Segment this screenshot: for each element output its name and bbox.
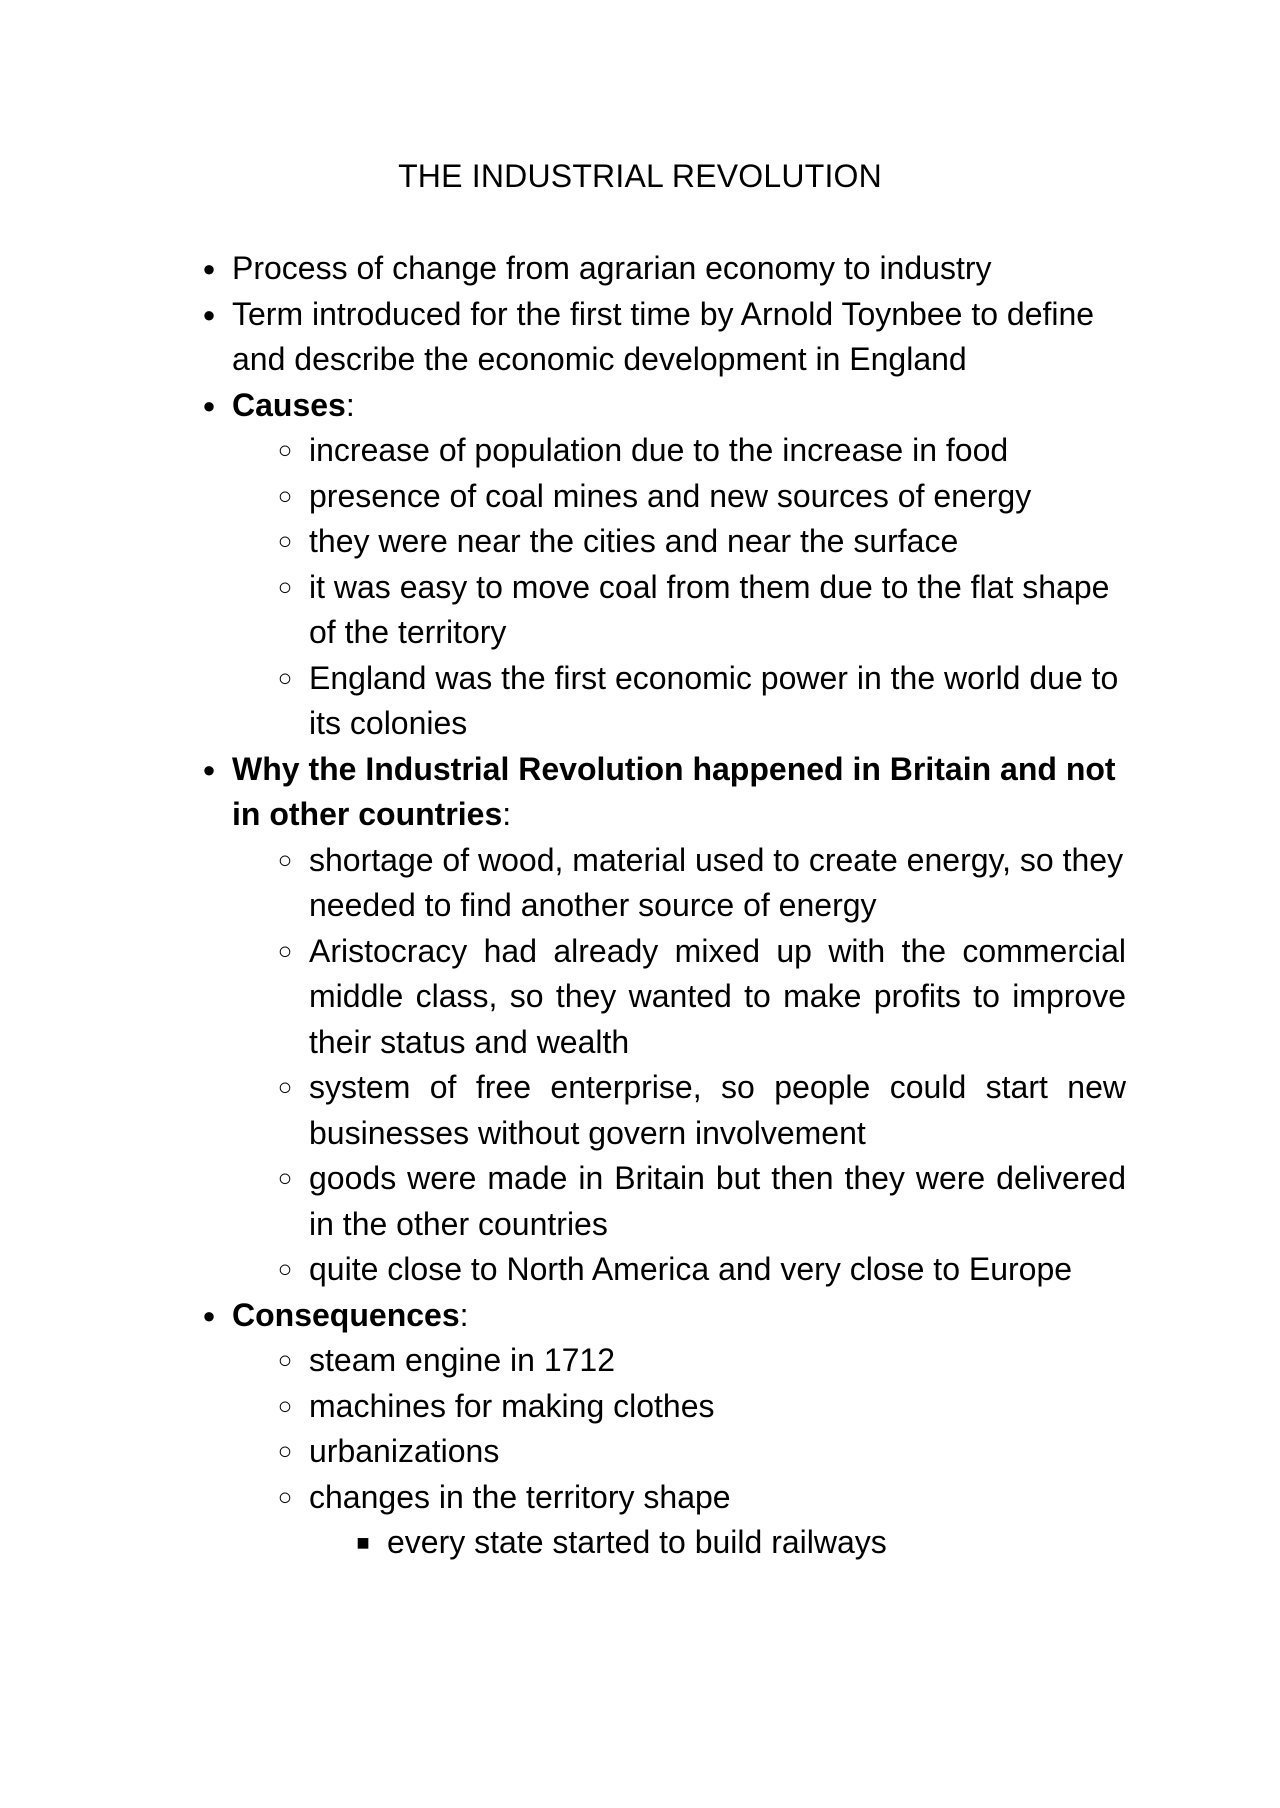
- page-title: THE INDUSTRIAL REVOLUTION: [398, 158, 882, 194]
- square-bullet-icon: ■: [356, 1530, 370, 1555]
- item-text: urbanizations: [309, 1433, 500, 1469]
- circle-bullet-icon: ○: [277, 528, 293, 555]
- item-text: every state started to build railways: [387, 1524, 887, 1560]
- circle-bullet-icon: ○: [277, 1438, 293, 1465]
- circle-bullet-icon: ○: [277, 1074, 293, 1101]
- item-text: machines for making clothes: [309, 1387, 715, 1424]
- list-item: [277, 474, 1126, 520]
- circle-bullet-icon: ○: [277, 482, 293, 510]
- item-text: it was easy to move coal from them due to the flat shape of the territory: [309, 568, 1110, 650]
- list-item: [277, 1338, 1126, 1384]
- list-item: [277, 565, 1126, 656]
- outline-list: [0, 246, 1280, 1566]
- list-item: [277, 838, 1126, 929]
- causes-heading-item: [202, 383, 1126, 429]
- list-item: [202, 246, 1126, 292]
- list-item: [356, 1520, 987, 1566]
- list-item: [277, 1156, 1126, 1247]
- circle-bullet-icon: ○: [277, 846, 293, 874]
- list-item: [277, 428, 1126, 474]
- bullet-icon: ●: [202, 392, 216, 418]
- circle-bullet-icon: ○: [277, 573, 293, 601]
- list-item: [277, 1475, 1126, 1521]
- item-text: Term introduced for the first time by Arnold Toynbee to define and describe the economic development in England: [232, 295, 1095, 377]
- circle-bullet-icon: ○: [277, 1483, 293, 1511]
- causes-heading: Causes: [232, 386, 346, 423]
- item-text: steam engine in 1712: [309, 1342, 615, 1378]
- bullet-icon: ●: [202, 1302, 216, 1328]
- item-text: quite close to North America and very close to Europe: [309, 1251, 1073, 1287]
- item-text: they were near the cities and near the surface: [309, 523, 959, 559]
- item-text: increase of population due to the increase in food: [309, 432, 1009, 468]
- heading-colon: :: [345, 386, 355, 423]
- item-text: presence of coal mines and new sources of energy: [309, 477, 1032, 514]
- bullet-icon: ●: [202, 256, 216, 281]
- item-text: shortage of wood, material used to create energy, so they needed to find another source of energy: [309, 841, 1124, 923]
- list-item: [277, 929, 1126, 1066]
- list-item: [277, 1384, 1126, 1430]
- list-item: [277, 1065, 1126, 1156]
- circle-bullet-icon: ○: [277, 1165, 293, 1192]
- consequences-heading: Consequences: [232, 1296, 460, 1333]
- why-heading: Why the Industrial Revolution happened in Britain and not in other countries: [232, 750, 1116, 832]
- consequences-heading-item: [202, 1293, 1126, 1339]
- item-text: England was the first economic power in the world due to its colonies: [309, 659, 1119, 741]
- list-item: [277, 519, 1126, 565]
- circle-bullet-icon: ○: [277, 1347, 293, 1374]
- circle-bullet-icon: ○: [277, 437, 293, 464]
- list-item: [277, 1247, 1126, 1293]
- circle-bullet-icon: ○: [277, 664, 293, 692]
- item-text: Process of change from agrarian economy to industry: [232, 250, 992, 286]
- why-heading-item: [202, 747, 1126, 838]
- item-text: goods were made in Britain but then they were delivered in the other countries: [309, 1160, 1126, 1242]
- list-item: [202, 292, 1126, 383]
- circle-bullet-icon: ○: [277, 937, 293, 965]
- bullet-icon: ●: [202, 756, 216, 782]
- heading-colon: :: [502, 796, 512, 832]
- circle-bullet-icon: ○: [277, 1392, 293, 1420]
- list-item: [277, 1429, 1126, 1475]
- item-text: changes in the territory shape: [309, 1478, 731, 1515]
- circle-bullet-icon: ○: [277, 1256, 293, 1283]
- item-text: system of free enterprise, so people could start new businesses without govern involvement: [309, 1069, 1126, 1151]
- item-text: Aristocracy had already mixed up with the commercial middle class, so they wanted to make profits to improve their status and wealth: [309, 932, 1126, 1060]
- list-item: [277, 656, 1126, 747]
- bullet-icon: ●: [202, 301, 216, 327]
- heading-colon: :: [459, 1296, 469, 1333]
